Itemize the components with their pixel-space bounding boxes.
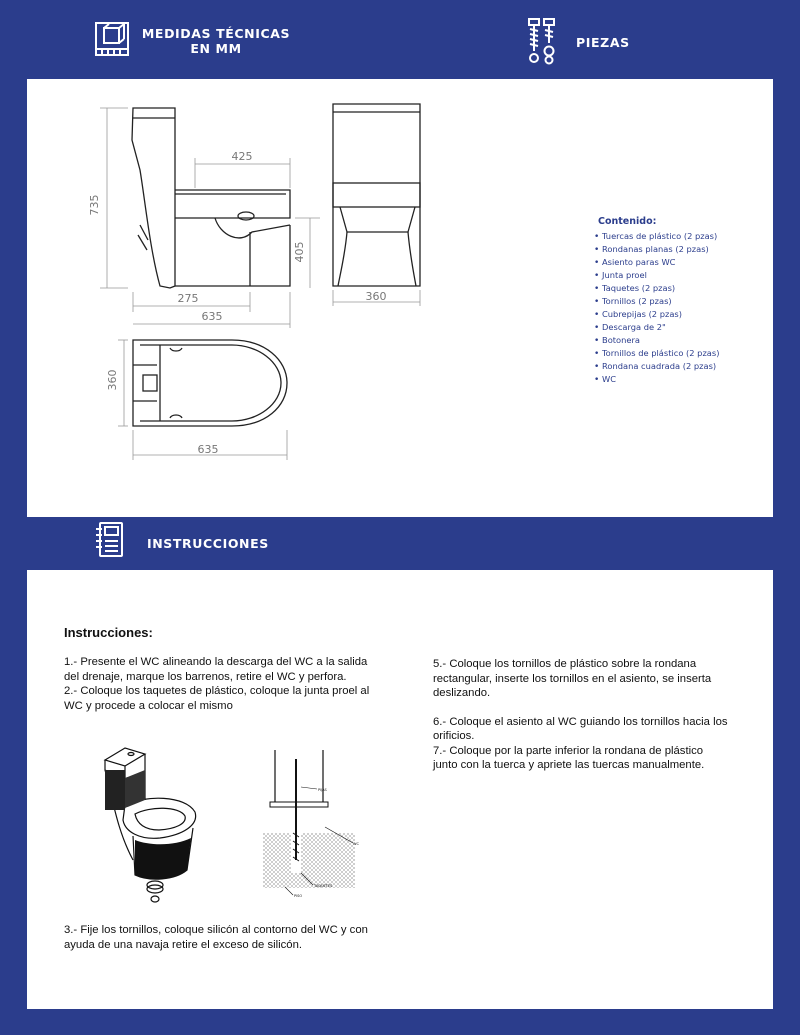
contents-list (594, 230, 719, 386)
toilet-illustration (95, 740, 210, 910)
label-taquetes: TAQUETES (314, 884, 333, 888)
header-tech-line1: MEDIDAS TÉCNICAS (141, 26, 291, 41)
step-1-2-text (64, 655, 404, 713)
label-piso: PISO (294, 894, 303, 898)
step7-line1: 7.- Coloque por la parte inferior la rondana de plástico (433, 744, 704, 757)
label-pijas: PIJAS (318, 788, 327, 792)
list-item: • Asiento paras WC (594, 256, 719, 269)
label-wc: WC (353, 842, 359, 846)
step3-line2: ayuda de una navaja retire el exceso de silicón. (64, 938, 303, 951)
list-item: • Tornillos de plástico (2 pzas) (594, 347, 719, 360)
list-item: • Tuercas de plástico (2 pzas) (594, 230, 719, 243)
step7-line2: junto con la tuerca y apriete las tuercas manualmente. (433, 759, 705, 771)
list-item: • Botonera (594, 334, 719, 347)
list-item: • Cubrepijas (2 pzas) (594, 308, 719, 321)
list-item: • WC (594, 373, 719, 386)
step2-line1: 2.- Coloque los taquetes de plástico, coloque la junta proel al (64, 685, 370, 697)
step1-line2: del drenaje, marque los barrenos, retire el WC y perfora. (64, 670, 347, 683)
step2-line2: WC y procede a colocar el mismo (64, 699, 233, 712)
dim-side-height: 735 (88, 194, 101, 216)
step3-line1: 3.- Fije los tornillos, coloque silicón al contorno del WC y con (64, 924, 368, 936)
parts-contents (594, 216, 719, 386)
notebook-icon (94, 521, 126, 559)
step6-line1: 6.- Coloque el asiento al WC guiando los tornillos hacia los (433, 715, 728, 728)
step-5-7-text (433, 657, 768, 773)
dim-front-width: 360 (365, 290, 387, 303)
step1-line1: 1.- Presente el WC alineando la descarga del WC a la salida (64, 656, 368, 668)
list-item: • Tornillos (2 pzas) (594, 295, 719, 308)
list-item: • Taquetes (2 pzas) (594, 282, 719, 295)
dim-outlet-height: 405 (293, 241, 306, 263)
header-parts-title: PIEZAS (576, 35, 630, 50)
list-item: • Rondanas planas (2 pzas) (594, 243, 719, 256)
header-instr-title: INSTRUCCIONES (147, 536, 269, 551)
anchor-diagram (255, 745, 365, 905)
list-item: • Junta proel (594, 269, 719, 282)
side-view (132, 108, 290, 288)
step6-line2: orificios. (433, 730, 475, 742)
header-tech-line2: EN MM (190, 41, 242, 56)
dimension-lines (100, 108, 420, 460)
step5-line2: rectangular, inserte los tornillos en el asiento, se inserta (433, 672, 712, 685)
dim-side-top-width: 425 (231, 150, 253, 163)
top-view (133, 340, 287, 426)
list-item: • Descarga de 2" (594, 321, 719, 334)
instructions-title: Instrucciones: (64, 625, 153, 640)
front-view (333, 104, 420, 286)
dim-outlet-offset: 275 (177, 292, 199, 305)
dim-top-length: 635 (197, 443, 219, 456)
step5-line1: 5.- Coloque los tornillos de plástico sobre la rondana (433, 658, 697, 670)
contents-title: Contenido: (598, 216, 657, 227)
dim-top-width: 360 (106, 369, 119, 391)
list-item: • Rondana cuadrada (2 pzas) (594, 360, 719, 373)
step-3-text (64, 923, 404, 952)
dim-side-length: 635 (201, 310, 223, 323)
step5-line3: deslizando. (433, 687, 491, 699)
